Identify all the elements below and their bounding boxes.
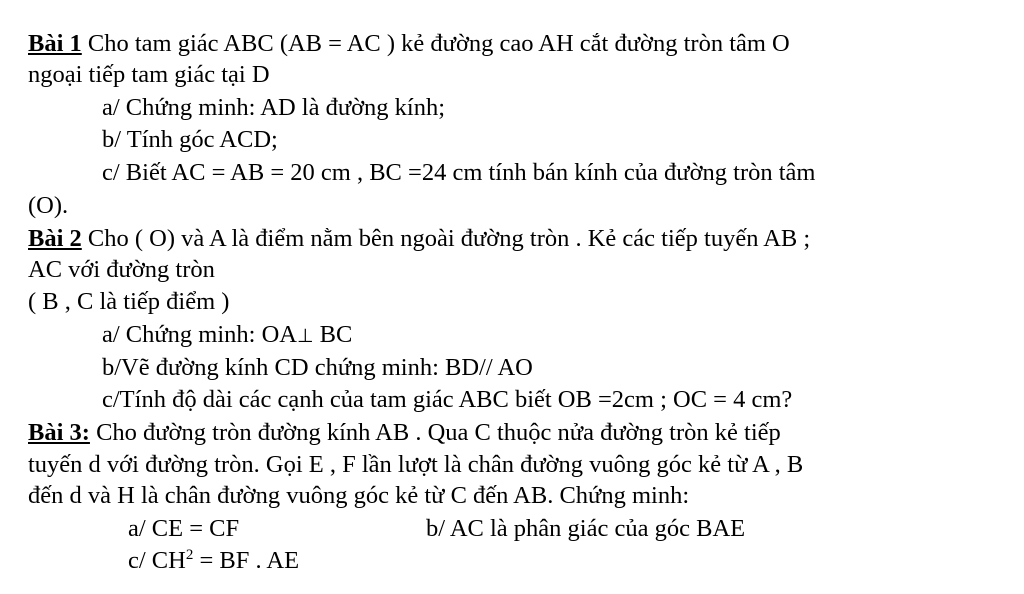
bai3-part-c [128,546,299,576]
bai1-text-line2: ngoại tiếp tam giác tại D [28,61,270,88]
bai3-line1 [28,418,781,448]
bai2-text-line1: Cho ( O) và A là điểm nằm bên ngoài đường tròn . Kẻ các tiếp tuyến AB ; [81,225,811,252]
bai1-part-a: a/ Chứng minh: AD là đường kính; [102,94,446,121]
bai1-line1 [28,29,970,59]
bai2-label: Bài 2 [28,225,82,252]
bai2-line1 [28,224,970,254]
bai3-part-a: a/ CE = CF [128,515,240,542]
bai2-part-b: b/Vẽ đường kính CD chứng minh: BD// AO [102,354,533,381]
bai3-part-c-suffix: = BF . AE [193,547,300,574]
bai1-part-b: b/ Tính góc ACD; [102,126,278,153]
bai2-text-line2: AC với đường tròn [28,256,215,283]
bai1-label: Bài 1 [28,30,82,57]
bai3-text-line2: tuyến d với đường tròn. Gọi E , F lần lượt là chân đường vuông góc kẻ từ A , B [28,451,804,478]
bai1-part-c-line1 [102,158,970,188]
bai3-text-line1: Cho đường tròn đường kính AB . Qua C thuộc nửa đường tròn kẻ tiếp [89,419,781,446]
bai1-text-line1: Cho tam giác ABC (AB = AC ) kẻ đường cao AH cắt đường tròn tâm O [81,30,790,57]
bai3-part-c-prefix: c/ CH [128,547,186,574]
bai2-part-c: c/Tính độ dài các cạnh của tam giác ABC biết OB =2cm ; OC = 4 cm? [102,386,793,413]
bai3-label: Bài 3: [28,419,90,446]
bai3-part-b: b/ AC là phân giác của góc BAE [426,515,746,542]
bai2-part-a-suffix: BC [313,321,353,348]
bai1-part-c-line2: (O). [28,192,69,219]
squared-exponent: 2 [185,547,194,563]
bai1-part-c-text: c/ Biết AC = AB = 20 cm , BC =24 cm tính bán kính của đường tròn tâm [102,159,816,186]
bai2-part-a-prefix: a/ Chứng minh: OA [102,321,297,348]
bai2-text-line3: ( B , C là tiếp điểm ) [28,288,230,315]
perpendicular-symbol: ⊥ [296,325,314,347]
bai2-part-a [102,320,352,351]
bai3-text-line3: đến d và H là chân đường vuông góc kẻ từ C đến AB. Chứng minh: [28,482,690,509]
